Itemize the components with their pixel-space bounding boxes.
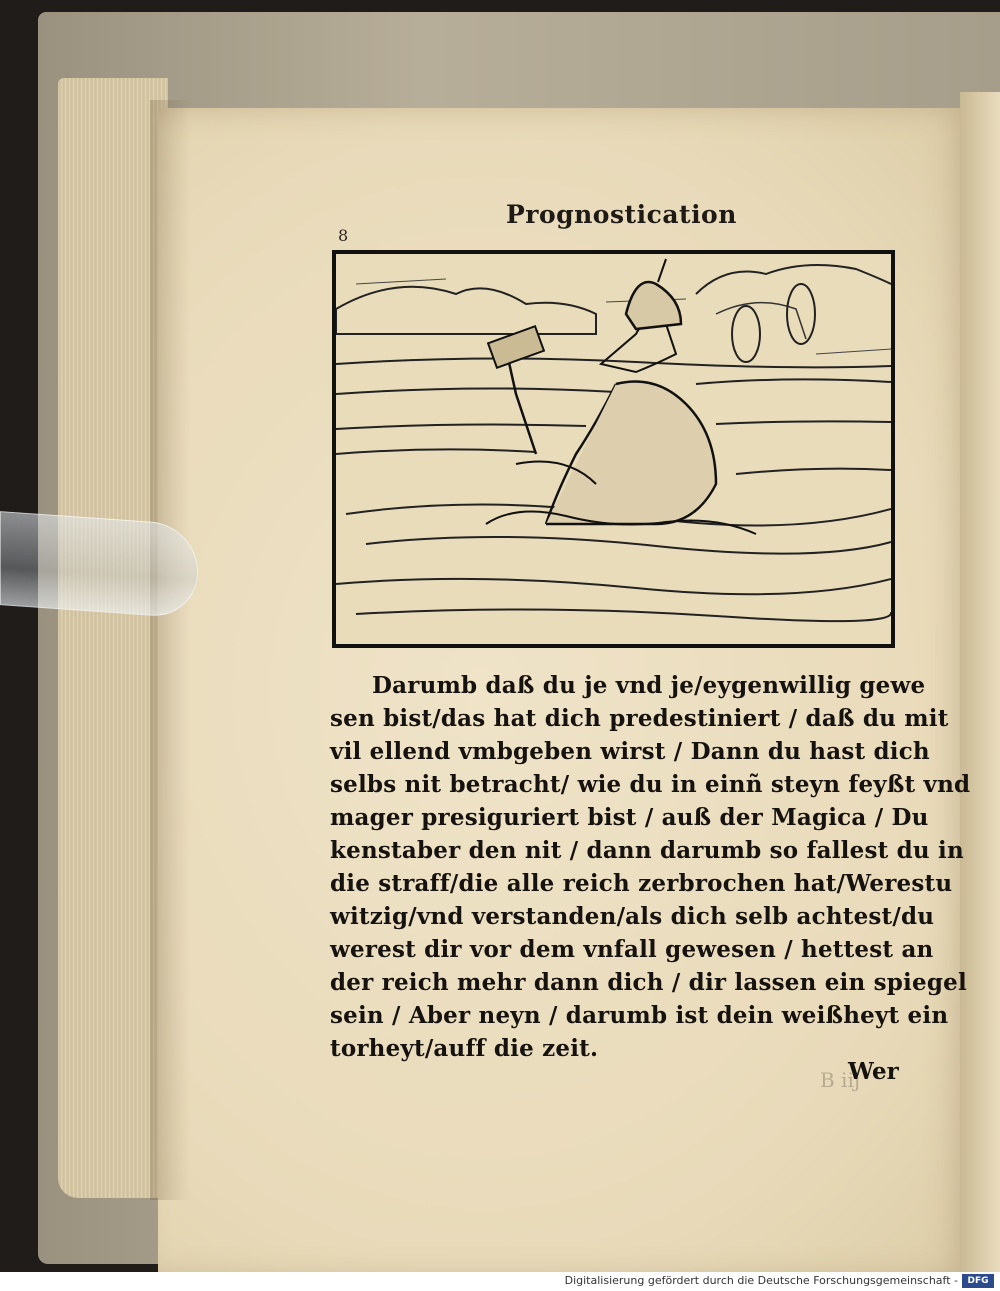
text-line: torheyt/auff die zeit. [330,1035,599,1062]
text-line: werest dir vor dem vnfall gewesen / hettest an [330,936,934,963]
footer-credit: Digitalisierung gefördert durch die Deutsche Forschungsgemeinschaft - [564,1274,958,1287]
woodcut-drawing [336,254,891,644]
page-shadow [150,100,190,1200]
text-line: kenstaber den nit / dann darumb so fallest du in [330,837,964,864]
footer-bar [0,1272,1000,1291]
text-line: der reich mehr dann dich / dir lassen ein spiegel [330,969,967,996]
text-line: witzig/vnd verstanden/als dich selb achtest/du [330,903,935,930]
page-mark: 8 [338,226,349,245]
text-line: Darumb daß du je vnd je/eygenwillig gewe [372,672,926,699]
text-line: selbs nit betracht/ wie du in einñ steyn feyßt vnd [330,771,971,798]
catchword: Wer [848,1058,899,1085]
text-line: sein / Aber neyn / darumb ist dein weißheyt ein [330,1002,949,1029]
text-line: mager presiguriert bist / auß der Magica / Du [330,804,929,831]
facing-page-gutter [960,92,1000,1282]
dfg-logo: DFG [962,1274,994,1288]
running-head: Prognostication [506,200,737,229]
text-line: sen bist/das hat dich predestiniert / daß du mit [330,705,949,732]
page-holder-clip [0,511,198,619]
text-line: die straff/die alle reich zerbrochen hat/Werestu [330,870,953,897]
signature-mark-showthrough: B iij [820,1068,861,1092]
woodcut-illustration [332,250,895,648]
text-line: vil ellend vmbgeben wirst / Dann du hast dich [330,738,930,765]
